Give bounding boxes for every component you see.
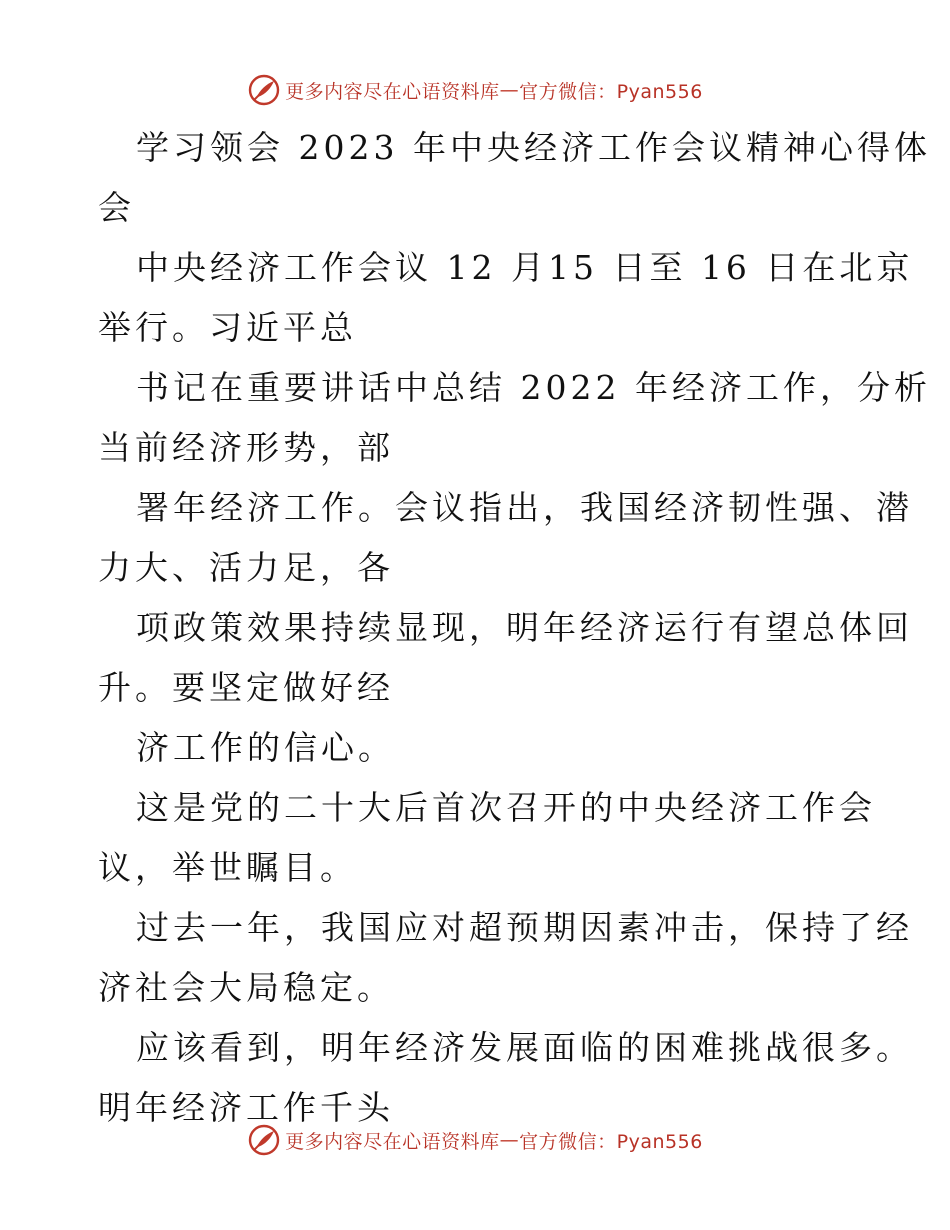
paragraph (98, 718, 858, 778)
text-line: 应该看到，明年经济发展面临的困难挑战很多。 (136, 1028, 913, 1067)
text-line: 这是党的二十大后首次召开的中央经济工作会 (136, 788, 876, 827)
text-line: 升。要坚定做好经 (98, 668, 394, 707)
text-line: 署年经济工作。会议指出，我国经济韧性强、潜 (136, 488, 913, 527)
banner-brand-text: 更多内容尽在心语资料库 (285, 1130, 500, 1153)
footer-banner (0, 1122, 950, 1158)
banner-separator: — (499, 79, 520, 101)
document-body (98, 118, 931, 1138)
text-line: 学习领会 2023 年中央经济工作会议精神心得体 (136, 128, 931, 167)
text-line: 济社会大局稳定。 (98, 968, 394, 1007)
feather-pen-logo-icon (247, 73, 281, 107)
paragraph (98, 358, 931, 478)
text-line: 济工作的信心。 (136, 728, 395, 767)
text-line: 举行。习近平总 (98, 308, 357, 347)
header-banner (0, 72, 950, 108)
text-line: 力大、活力足，各 (98, 548, 394, 587)
paragraph (98, 1018, 913, 1138)
paragraph-title (98, 118, 931, 238)
paragraph (98, 898, 913, 1018)
banner-contact-text: 官方微信：Pyan556 (519, 1130, 703, 1153)
paragraph (98, 778, 876, 898)
text-line: 会 (98, 188, 135, 227)
banner-brand-text: 更多内容尽在心语资料库 (285, 80, 500, 103)
text-line: 当前经济形势，部 (98, 428, 394, 467)
paragraph (98, 598, 913, 718)
text-line: 中央经济工作会议 12 月15 日至 16 日在北京 (136, 248, 914, 287)
banner-contact-text: 官方微信：Pyan556 (519, 80, 703, 103)
text-line: 议，举世瞩目。 (98, 848, 357, 887)
text-line: 书记在重要讲话中总结 2022 年经济工作，分析 (136, 368, 931, 407)
feather-pen-logo-icon (247, 1123, 281, 1157)
text-line: 过去一年，我国应对超预期因素冲击，保持了经 (136, 908, 913, 947)
text-line: 项政策效果持续显现，明年经济运行有望总体回 (136, 608, 913, 647)
text-line: 明年经济工作千头 (98, 1088, 394, 1127)
paragraph (98, 478, 913, 598)
paragraph (98, 238, 914, 358)
banner-separator: — (499, 1129, 520, 1151)
